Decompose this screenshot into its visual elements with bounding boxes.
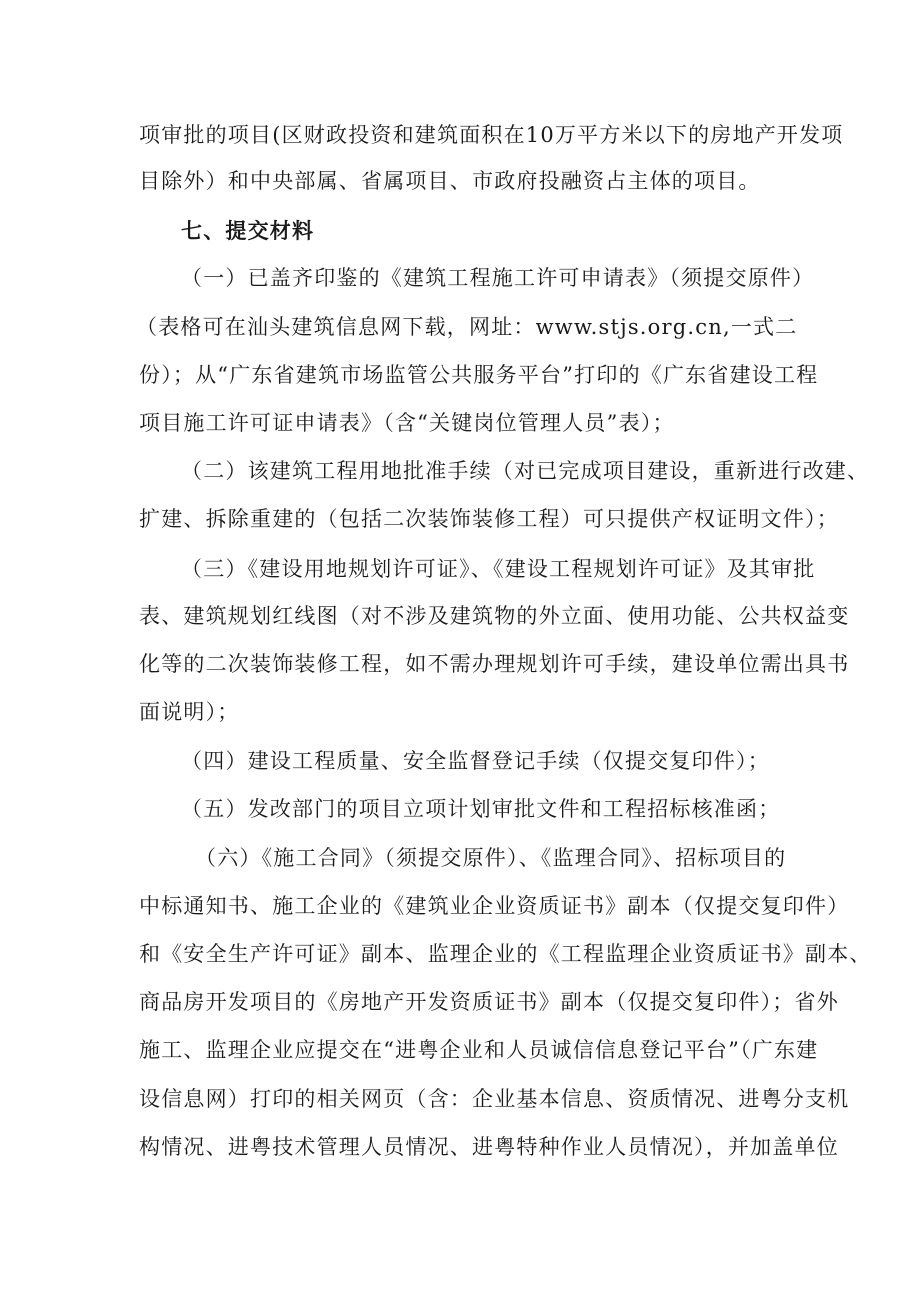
paragraph-line: 商品房开发项目的《房地产开发资质证书》副本（仅提交复印件）；省外 [139,990,839,1014]
paragraph-line: 化等的二次装饰装修工程，如不需办理规划许可手续，建设单位需出具书 [139,652,850,676]
paragraph-line: 项目施工许可证申请表》（含“关键岗位管理人员”表）； [139,411,675,435]
paragraph-line: （四）建设工程质量、安全监督登记手续（仅提交复印件）； [181,749,770,773]
paragraph-line: 和《安全生产许可证》副本、监理企业的《工程监理企业资质证书》副本、 [139,942,872,966]
paragraph-line: 表、建筑规划红线图（对不涉及建筑物的外立面、使用功能、公共权益变 [139,604,850,628]
paragraph-line: 设信息网）打印的相关网页（含：企业基本信息、资质情况、进粤分支机 [139,1087,850,1111]
paragraph-line: （三）《建设用地规划许可证》、《建设工程规划许可证》及其审批 [181,557,816,581]
paragraph-line: （五）发改部门的项目立项计划审批文件和工程招标核准函； [181,797,781,821]
paragraph-line: （表格可在汕头建筑信息网下载，网址：www.stjs.org.cn,一式二 [136,315,798,339]
paragraph-line: 施工、监理企业应提交在“进粤企业和人员诚信信息登记平台”（广东建 [139,1038,819,1062]
paragraph-line: 目除外）和中央部属、省属项目、市政府投融资占主体的项目。 [139,169,761,193]
paragraph-line: 扩建、拆除重建的（包括二次装饰装修工程）可只提供产权证明文件）； [139,507,839,531]
paragraph-line: 项审批的项目(区财政投资和建筑面积在10万平方米以下的房地产开发项 [139,123,844,147]
paragraph-line: 份）；从“广东省建筑市场监管公共服务平台”打印的《广东省建设工程 [139,363,819,387]
paragraph-line: 面说明）； [139,700,240,724]
paragraph-line: （一）已盖齐印鉴的《建筑工程施工许可申请表》（须提交原件） [181,266,815,290]
paragraph-line: （六）《施工合同》（须提交原件）、《监理合同》、招标项目的 [195,846,787,870]
paragraph-line: 构情况、进粤技术管理人员情况、进粤特种作业人员情况），并加盖单位 [139,1135,839,1159]
section-heading: 七、提交材料 [181,218,315,243]
paragraph-line: （二）该建筑工程用地批准手续（对已完成项目建设，重新进行改建、 [181,459,870,483]
paragraph-line: 中标通知书、施工企业的《建筑业企业资质证书》副本（仅提交复印件） [139,894,850,918]
